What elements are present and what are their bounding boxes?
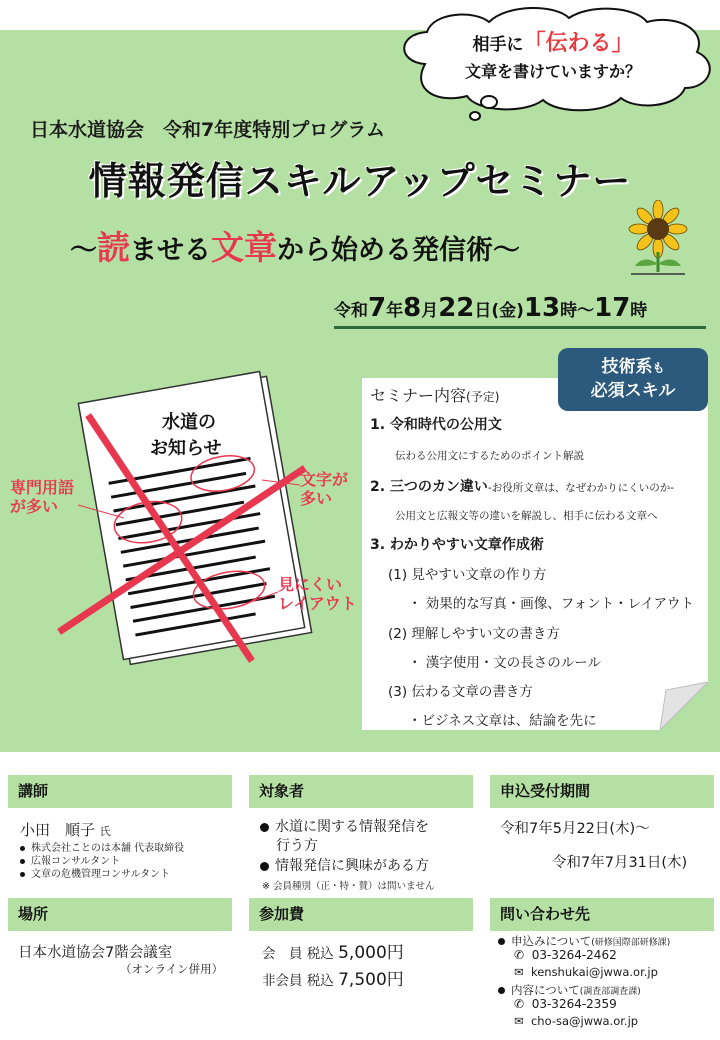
date-part: 13 [523, 293, 561, 323]
target-item-text: 水道に関する情報発信を [275, 819, 429, 835]
seminar-item-2-title: 2. 三つのカン違い [370, 479, 488, 495]
contact-apply-tel[interactable] [514, 948, 617, 962]
seminar-item-1: 1. 令和時代の公用文 [370, 417, 502, 433]
doc-title-line2: お知らせ [150, 438, 222, 459]
badge-line2: 必須スキル [590, 381, 676, 401]
fee-tax-label: 税込 [306, 973, 334, 989]
subtitle-red: 読 [97, 228, 130, 267]
fee-member-label: 会 員 [262, 946, 303, 962]
seminar-item-2-inline: -お役所文章は、なぜわかりにくいのか- [487, 482, 675, 494]
seminar-item-2-desc: 公用文と広報文等の違いを解説し、相手に伝わる文章へ [395, 510, 658, 522]
lecturer-header: 講師 [8, 775, 232, 808]
event-datetime [334, 293, 647, 323]
tech-skill-badge [558, 348, 708, 411]
seminar-heading [370, 383, 499, 406]
subtitle-part: ませる [130, 235, 211, 266]
contact-header: 問い合わせ先 [490, 898, 714, 931]
contact-content-email-text: cho-sa@jwwa.or.jp [530, 1014, 639, 1028]
date-part: 年 [386, 301, 404, 321]
annotation-text: 見にくい レイアウト [278, 575, 357, 613]
date-part: 8 [403, 293, 422, 323]
contact-content-tel[interactable] [514, 997, 617, 1011]
seminar-sub-2-desc: ・ 漢字使用・文の長さのルール [408, 655, 602, 671]
date-part: 17 [594, 293, 631, 323]
contact-apply-tel-text: 03-3264-2462 [531, 948, 617, 962]
fee-nonmember [262, 965, 404, 990]
date-part: 時 [630, 301, 648, 321]
lecturer-role-text: 株式会社ことのは本舗 代表取締役 [31, 843, 185, 854]
subtitle-part: ～ [70, 235, 97, 266]
organization-program: 日本水道協会 令和7年度特別プログラム [30, 119, 386, 141]
seminar-item-3: 3. わかりやすい文章作成術 [370, 537, 544, 553]
contact-content [498, 982, 641, 998]
fee-nonmember-label: 非会員 [262, 973, 303, 989]
date-part: 令和 [334, 301, 368, 321]
subtitle-part: から始める発信術～ [277, 235, 520, 266]
seminar-sub-1-desc: ・ 効果的な写真・画像、フォント・レイアウト [408, 596, 695, 612]
annotation-hard-layout [278, 575, 357, 613]
page-title: 情報発信スキルアップセミナー [88, 159, 632, 203]
target-header: 対象者 [249, 775, 473, 808]
seminar-sub-3-desc: ・ビジネス文章は、結論を先に [408, 713, 597, 729]
fee-tax-label: 税込 [306, 946, 334, 962]
badge-text: 技術系 [601, 357, 653, 377]
bullet-icon [20, 846, 25, 851]
annotation-text: 専門用語 が多い [10, 478, 75, 516]
mail-icon: ✉ [514, 965, 524, 979]
bullet-icon [20, 859, 25, 864]
fee-member [262, 938, 404, 963]
bubble-line1 [418, 26, 688, 57]
bullet-icon [260, 862, 269, 871]
page-curl-icon [660, 682, 708, 730]
contact-apply-text: 申込みについて [511, 934, 592, 948]
fee-nonmember-price: 7,500円 [338, 970, 404, 990]
date-part: (金) [491, 301, 524, 321]
page-subtitle [70, 222, 520, 269]
lecturer-honorific: 氏 [99, 825, 111, 838]
seminar-sub-3: (3) 伝わる文章の書き方 [388, 684, 533, 700]
doc-title-line1: 水道の [162, 412, 216, 433]
contact-content-email[interactable] [514, 1014, 638, 1028]
seminar-item-2 [370, 476, 674, 496]
annotation-text: 文字が 多い [300, 470, 349, 508]
contact-content-tel-text: 03-3264-2359 [531, 997, 617, 1011]
date-part: 月 [421, 301, 439, 321]
annotation-too-much-text [300, 470, 348, 508]
lecturer-role-text: 文章の危機管理コンサルタント [31, 869, 171, 880]
seminar-sub-2: (2) 理解しやすい文の書き方 [388, 626, 560, 642]
badge-line1 [558, 356, 708, 380]
seminar-heading-text: セミナー内容 [370, 386, 467, 405]
badge-small: も [652, 361, 665, 375]
fee-header: 参加費 [249, 898, 473, 931]
target-item [260, 855, 429, 875]
seminar-item-1-desc: 伝わる公用文にするためのポイント解説 [395, 450, 584, 462]
annotation-jargon [10, 478, 74, 516]
bubble-line2: 文章を書けていますか？ [464, 62, 641, 81]
date-part: 時～ [560, 301, 595, 321]
lecturer-role-text: 広報コンサルタント [31, 856, 121, 867]
fee-member-price: 5,000円 [338, 943, 404, 963]
venue-header: 場所 [8, 898, 232, 931]
venue-name: 日本水道協会7階会議室 [18, 945, 173, 961]
bad-document-illustration [0, 360, 370, 680]
venue-note: （オンライン併用） [120, 962, 224, 976]
bubble-highlight: 「伝わる」 [523, 31, 634, 56]
target-note: ※ 会員種別（正・特・賛）は問いません [262, 881, 435, 892]
period-to: 令和7年7月31日(木) [552, 855, 688, 871]
lecturer-name [20, 819, 111, 840]
bullet-icon [20, 872, 25, 877]
seminar-heading-note: (予定) [466, 390, 500, 404]
seminar-sub-1: (1) 見やすい文章の作り方 [388, 567, 547, 583]
mail-icon: ✉ [514, 1014, 524, 1028]
period-from: 令和7年5月22日(木)～ [500, 821, 650, 837]
bubble-pre: 相手に [472, 35, 524, 55]
phone-icon: ✆ [514, 997, 525, 1011]
phone-icon: ✆ [514, 948, 525, 962]
contact-apply [498, 933, 670, 949]
date-part: 7 [368, 293, 387, 323]
date-underline [334, 326, 706, 329]
sunflower-icon [623, 200, 693, 280]
bullet-icon [498, 938, 505, 945]
contact-apply-email[interactable] [514, 965, 658, 979]
target-item [260, 816, 429, 836]
thought-bubble-text [418, 26, 688, 82]
contact-apply-dept: (研修国際部研修課) [591, 938, 671, 948]
date-part: 22 [438, 293, 475, 323]
date-part: 日 [474, 301, 492, 321]
contact-content-dept: (調査部調査課) [579, 987, 641, 997]
target-item-text: 情報発信に興味がある方 [275, 858, 429, 874]
target-item-cont: 行う方 [276, 838, 318, 854]
contact-apply-email-text: kenshukai@jwwa.or.jp [530, 965, 658, 979]
bullet-icon [260, 823, 269, 832]
period-header: 申込受付期間 [490, 775, 714, 808]
contact-content-text: 内容について [511, 983, 580, 997]
lecturer-role [20, 865, 170, 880]
bullet-icon [498, 987, 505, 994]
lecturer-name-text: 小田 順子 [20, 821, 96, 839]
subtitle-red: 文章 [211, 228, 277, 267]
